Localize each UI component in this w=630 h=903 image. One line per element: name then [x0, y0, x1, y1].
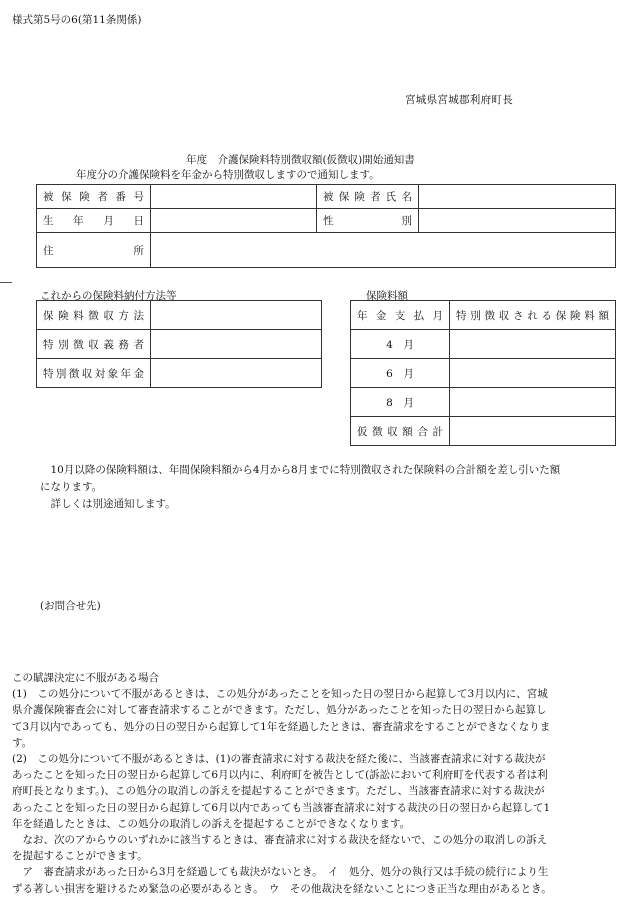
premium-table	[350, 300, 616, 446]
fold-mark	[0, 282, 12, 283]
appeal-line: 年を経過したときは、この処分の取消しの訴えを提起することができなくなります。	[12, 817, 411, 830]
method-heading: これからの保険料納付方法等	[40, 290, 177, 302]
premium-heading: 保険料額	[366, 290, 408, 302]
appeal-line: 府町長となります。)、この処分の取消しの訴えを提起することができます。ただし、当該審査請求に対する裁決が	[12, 785, 545, 798]
collection-method-label: 保 険 料 徴 収 方 法	[37, 301, 151, 330]
notice-line: 詳しくは別途通知します。	[40, 498, 176, 511]
collection-obligor-value	[151, 330, 322, 359]
appeal-line: あったことを知った日の翌日から起算して6月以内であっても当該審査請求に対する裁決の日の翌日から起算して1	[12, 801, 551, 814]
notice-paragraph	[40, 462, 625, 514]
provisional-total-label: 仮 徴 収 額 合 計	[351, 417, 450, 446]
appeal-line: ア 審査請求があった日から3月を経過しても裁決がないとき。 イ 処分、処分の執行又は手続の続行により生	[12, 866, 549, 879]
target-pension-value	[151, 359, 322, 388]
appeal-line: て3月以内であっても、処分の日の翌日から起算して1年を経過したときは、審査請求をすることができなくなりま	[12, 720, 551, 733]
notice-line: になります。	[40, 481, 103, 494]
provisional-total-value	[450, 417, 616, 446]
month-row-label: 6 月	[351, 359, 450, 388]
appeal-section	[12, 670, 626, 897]
gender-label: 性 別	[317, 209, 419, 233]
contact-label: (お問合せ先)	[40, 600, 101, 612]
intro-text: 年度分の介護保険料を年金から特別徴収しますので通知します。	[76, 169, 380, 181]
appeal-line: なお、次のアからウのいずれかに該当するときは、審査請求に対する裁決を経ないで、この処分の取消しの訴え	[12, 834, 548, 847]
appeal-line: (1) この処分について不服があるときは、この処分があったことを知った日の翌日から起算して3月以内に、宮城	[12, 688, 548, 701]
month-row-amount	[450, 330, 616, 359]
form-number: 様式第5号の6(第11条関係)	[12, 14, 142, 26]
appeal-line: ずる著しい損害を避けるため緊急の必要があるとき。 ウ その他裁決を経ないことにつき正当な理由があるとき。	[12, 882, 552, 895]
document-title: 年度 介護保険料特別徴収額(仮徴収)開始通知書	[186, 154, 415, 166]
month-row-label: 4 月	[351, 330, 450, 359]
birth-date-label: 生 年 月 日	[37, 209, 151, 233]
appeal-line: (2) この処分について不服があるときは、(1)の審査請求に対する裁決を経た後に、当該審査請求に対する裁決が	[12, 753, 546, 766]
issuer: 宮城県宮城郡利府町長	[405, 94, 513, 106]
appeal-line: す。	[12, 736, 33, 749]
address-label: 住 所	[37, 233, 151, 268]
month-row-amount	[450, 388, 616, 417]
notice-line: 10月以降の保険料額は、年間保険料額から4月から8月までに特別徴収された保険料の合計額を差し引いた額	[40, 464, 561, 476]
gender-value	[419, 209, 616, 233]
pension-month-header: 年 金 支 払 月	[351, 301, 450, 330]
birth-date-value	[151, 209, 317, 233]
month-row-label: 8 月	[351, 388, 450, 417]
insured-number-label: 被 保 険 者 番 号	[37, 185, 151, 209]
appeal-line: あったことを知った日の翌日から起算して6月以内に、利府町を被告として(訴訟において利府町を代表する者は利	[12, 769, 548, 782]
address-value	[151, 233, 616, 268]
insured-name-value	[419, 185, 616, 209]
premium-amount-header: 特 別 徴 収 さ れ る 保 険 料 額	[450, 301, 616, 330]
payment-method-table	[36, 300, 322, 388]
person-info-table	[36, 184, 616, 268]
appeal-line: を提起することができます。	[12, 850, 148, 863]
collection-method-value	[151, 301, 322, 330]
collection-obligor-label: 特 別 徴 収 義 務 者	[37, 330, 151, 359]
month-row-amount	[450, 359, 616, 388]
appeal-line: 県介護保険審査会に対して審査請求することができます。ただし、処分があったことを知った日の翌日から起算し	[12, 704, 547, 717]
target-pension-label: 特 別 徴 収 対 象 年 金	[37, 359, 151, 388]
appeal-heading: この賦課決定に不服がある場合	[12, 672, 159, 684]
insured-name-label: 被 保 険 者 氏 名	[317, 185, 419, 209]
insured-number-value	[151, 185, 317, 209]
